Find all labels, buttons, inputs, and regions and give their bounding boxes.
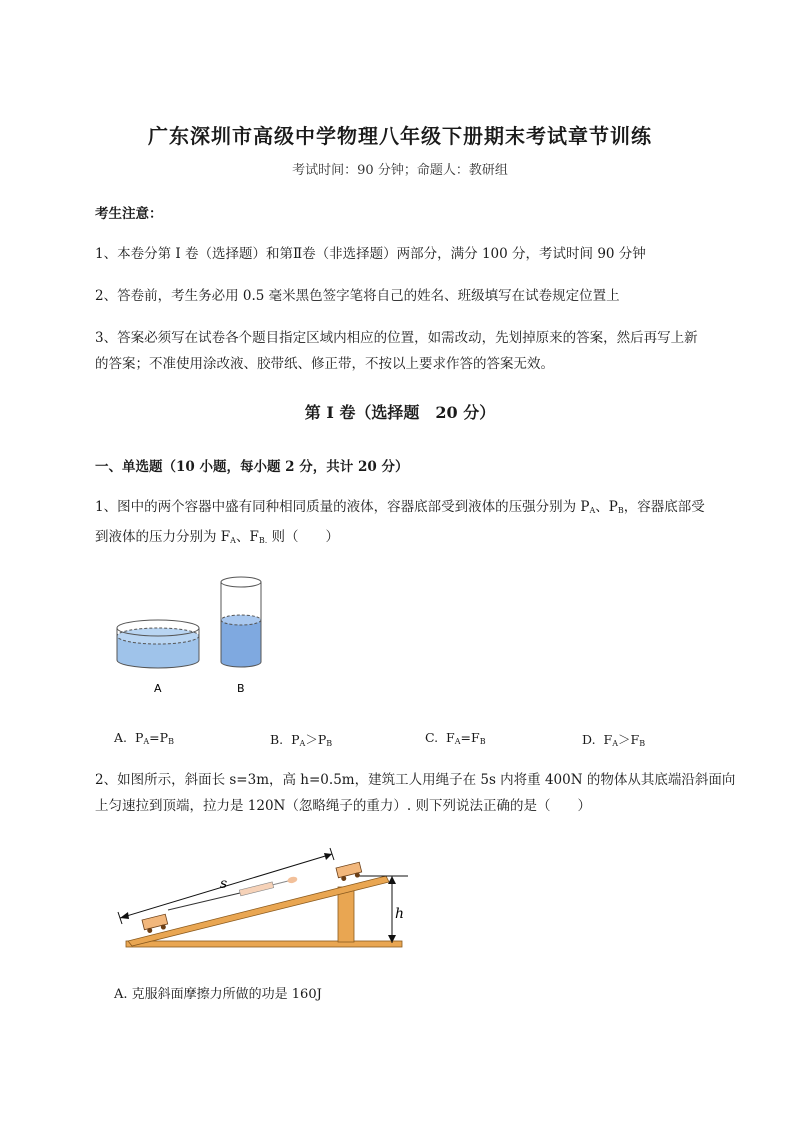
part-heading: 一、单选题（10 小题，每小题 2 分，共计 20 分） — [95, 459, 409, 475]
rope — [168, 893, 240, 910]
q1-option-d[interactable]: D. $F_A>F_B$ — [582, 732, 646, 748]
notice-item-2: 2、答卷前，考生务必用 0.5 毫米黑色签字笔将自己的姓名、班级填写在试卷规定位置上 — [95, 288, 620, 304]
figure-label-b: B — [237, 682, 245, 695]
container-b — [221, 577, 261, 667]
question-2-stem — [95, 767, 755, 819]
figure-label-a: A — [154, 682, 162, 695]
q1-option-a[interactable]: A. $P_A=P_B$ — [114, 730, 174, 746]
notice-item-1: 1、本卷分第 I 卷（选择题）和第Ⅱ卷（非选择题）两部分，满分 100 分，考试时间 90 分钟 — [95, 246, 646, 262]
support-post — [338, 887, 354, 942]
q1-option-b[interactable]: B. $P_A>P_B$ — [270, 732, 333, 748]
containers-figure — [100, 570, 280, 705]
question-1-stem — [95, 494, 755, 554]
exam-info: 考试时间：90 分钟；命题人：教研组 — [292, 163, 508, 178]
section-title: 第 I 卷（选择题 20 分） — [304, 403, 496, 422]
notice-item-3: 3、答案必须写在试卷各个题目指定区域内相应的位置，如需改动，先划掉原来的答案，然后再写上新的答案；不准使用涂改液、胶带纸、修正带，不按以上要求作答的答案无效。 — [95, 330, 698, 372]
ground-plank — [126, 941, 402, 947]
q2-option-a[interactable]: A. 克服斜面摩擦力所做的功是 160J — [114, 987, 322, 1002]
label-s: s — [220, 876, 228, 892]
question-2-line-2: 上匀速拉到顶端，拉力是 120N（忽略绳子的重力）. 则下列说法正确的是（ ） — [95, 798, 591, 814]
label-h: h — [395, 906, 405, 922]
question-1-line-2: 到液体的压力分别为 $F_A$、$F_{B.}$ 则（ ） — [95, 529, 340, 545]
bottom-cart — [142, 914, 169, 934]
question-2-line-1: 2、如图所示，斜面长 s=3m，高 h=0.5m，建筑工人用绳子在 5s 内将重 400N 的物体从其底端沿斜面向 — [95, 772, 736, 788]
page-title: 广东深圳市高级中学物理八年级下册期末考试章节训练 — [148, 124, 652, 148]
incline-figure — [110, 840, 420, 958]
top-cart — [336, 862, 363, 882]
notice-heading: 考生注意： — [95, 206, 163, 222]
q1-option-c[interactable]: C. $F_A=F_B$ — [425, 730, 486, 746]
question-1-line-1: 1、图中的两个容器中盛有同种相同质量的液体，容器底部受到液体的压强分别为 $P_A$、$P_B$，容器底部受 — [95, 499, 705, 515]
container-a — [117, 620, 199, 668]
